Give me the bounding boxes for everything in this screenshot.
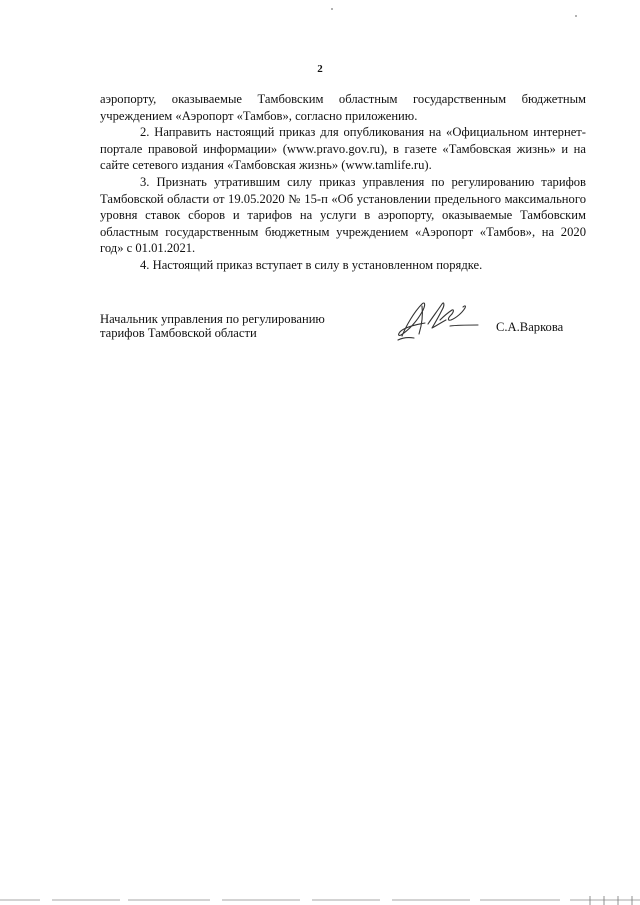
scan-speck	[331, 8, 333, 10]
paragraph-3-repeal: 3. Признать утратившим силу приказ управления по регулированию тарифов Тамбовской области от 19.05.2020 № 15-п «Об установлении предельного максимального уровня ставок сборов и тарифов на услуги в аэропорту, оказываемые Тамбовским областным государственным бюджетным учреждением «Аэропорт «Тамбов», на 2020 год» с 01.01.2021.	[100, 174, 586, 256]
page-number: 2	[317, 63, 323, 75]
scan-speck	[575, 15, 577, 17]
paragraph-1-continuation: аэропорту, оказываемые Тамбовским областным государственным бюджетным учреждением «Аэропорт «Тамбов», согласно приложению.	[100, 92, 586, 123]
signatory-position-line-1: Начальник управления по регулированию	[100, 312, 325, 326]
handwritten-signature	[392, 296, 488, 344]
document-body	[100, 91, 586, 274]
signatory-position	[100, 312, 325, 340]
paragraph-4-effective: 4. Настоящий приказ вступает в силу в установленном порядке.	[140, 257, 483, 272]
paragraph-2-publication: 2. Направить настоящий приказ для опубликования на «Официальном интернет-портале правовой информации» (www.pravo.gov.ru), в газете «Тамбовская жизнь» и на сайте сетевого издания «Тамбовская жизнь» (www.tamlife.ru).	[100, 125, 586, 173]
signatory-name: С.А.Варкова	[496, 320, 564, 334]
scan-bottom-edge	[0, 896, 640, 905]
signatory-position-line-2: тарифов Тамбовской области	[100, 326, 257, 340]
